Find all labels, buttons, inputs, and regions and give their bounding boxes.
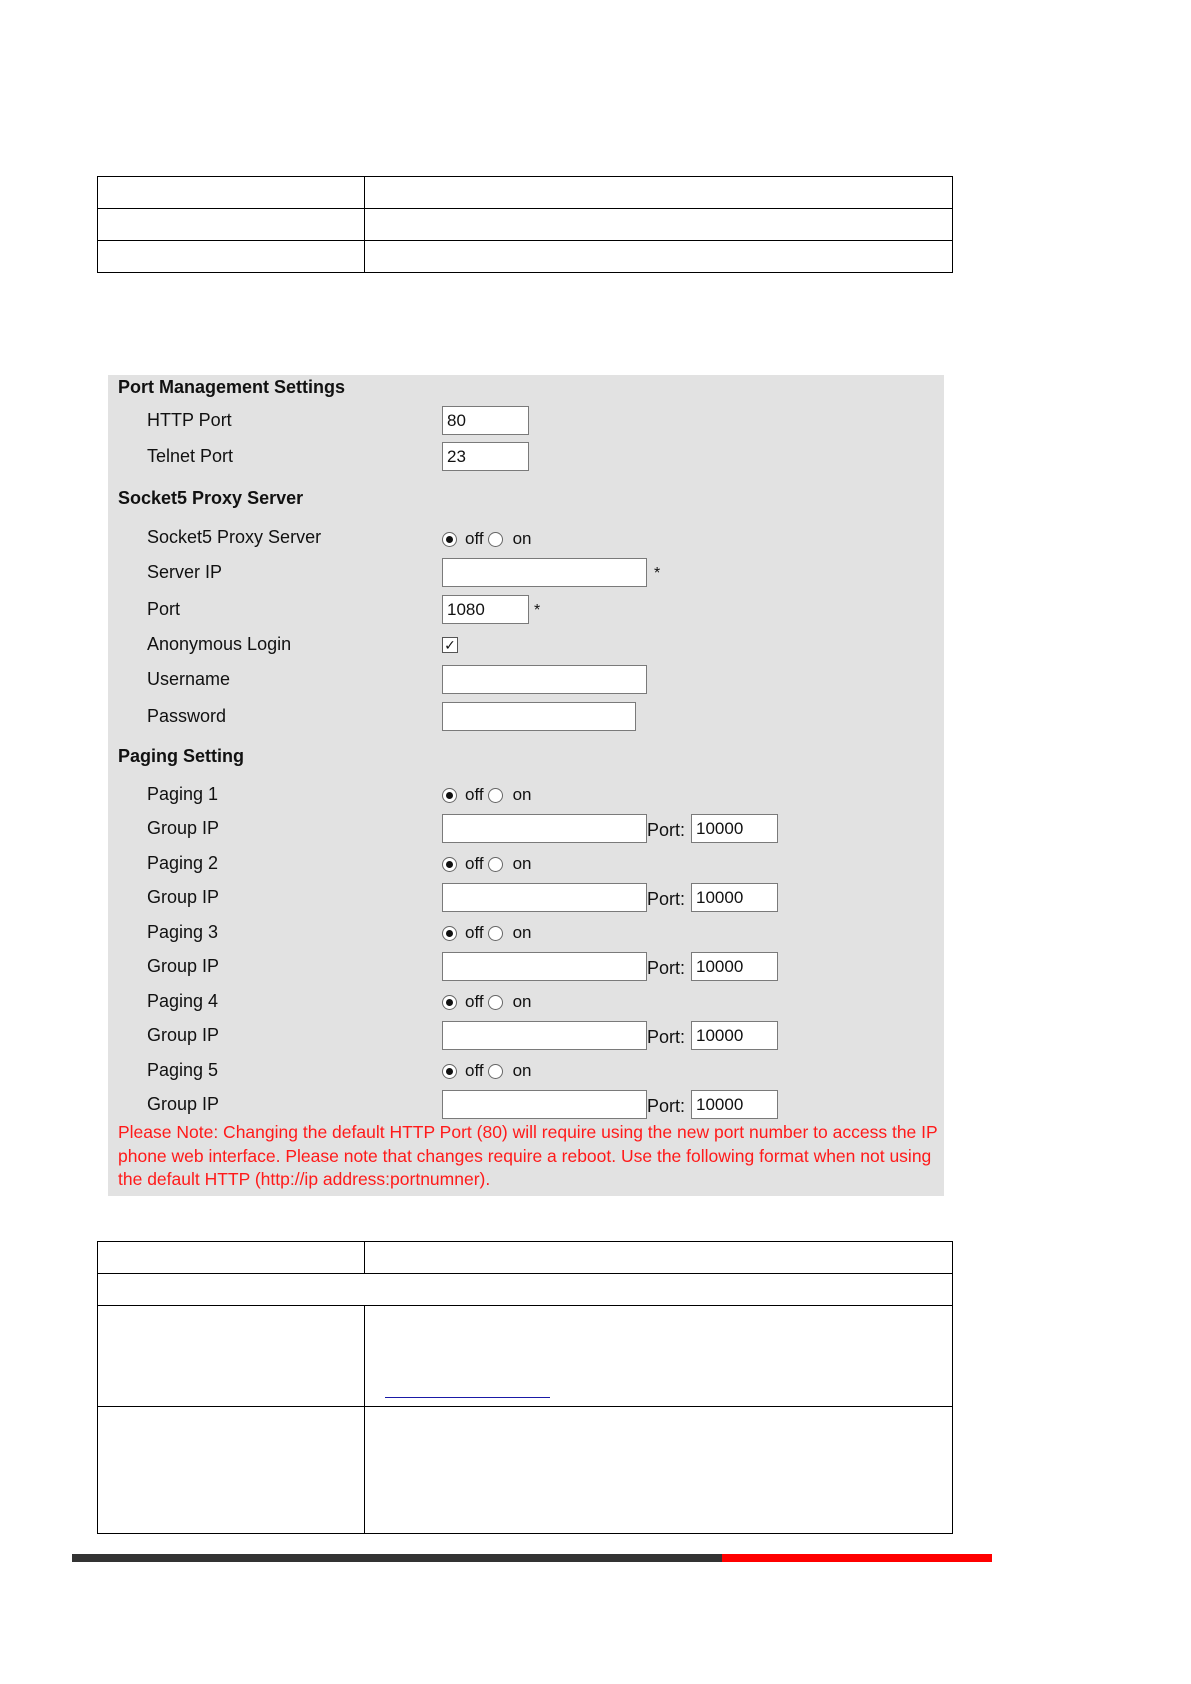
server-ip-input[interactable]	[442, 558, 647, 587]
radio-off-label: off	[465, 992, 484, 1011]
socket5-radio-group	[442, 527, 536, 551]
table-cell	[365, 1242, 953, 1274]
top-table	[97, 176, 953, 273]
paging-2-group-ip-input[interactable]	[442, 883, 647, 912]
paging-1-group-ip-label: Group IP	[147, 818, 220, 838]
paging-4-radio-group	[442, 990, 536, 1014]
table-row	[98, 1274, 953, 1306]
socket5-port-label: Port	[147, 599, 181, 619]
required-mark: *	[534, 602, 541, 619]
socket5-heading: Socket5 Proxy Server	[118, 488, 304, 508]
telnet-port-input[interactable]	[442, 442, 529, 471]
paging-4-group-ip-label: Group IP	[147, 1025, 220, 1045]
radio-on[interactable]	[488, 857, 503, 872]
settings-panel	[108, 375, 944, 1196]
table-cell	[98, 177, 365, 209]
radio-on-label: on	[512, 1061, 532, 1080]
radio-on-label: on	[512, 992, 532, 1011]
table-row	[98, 1407, 953, 1534]
paging-2-port-input[interactable]	[691, 883, 778, 912]
table-cell	[98, 1242, 365, 1274]
paging-1-label: Paging 1	[147, 784, 219, 804]
paging-4-port-label: Port:	[647, 1027, 686, 1047]
paging-3-label: Paging 3	[147, 922, 219, 942]
radio-on-label: on	[512, 854, 532, 873]
paging-2-radio-group	[442, 852, 536, 876]
table-cell	[98, 1274, 953, 1306]
paging-5-group-ip-label: Group IP	[147, 1094, 220, 1114]
radio-off[interactable]	[442, 926, 457, 941]
checkmark-icon: ✓	[444, 637, 456, 653]
radio-on[interactable]	[488, 1064, 503, 1079]
footer-bar-accent	[722, 1554, 992, 1562]
table-cell	[98, 209, 365, 241]
radio-off[interactable]	[442, 1064, 457, 1079]
socket5-server-label: Socket5 Proxy Server	[147, 527, 322, 547]
table-row	[98, 1242, 953, 1274]
paging-4-group-ip-input[interactable]	[442, 1021, 647, 1050]
paging-1-radio-group	[442, 783, 536, 807]
radio-on-label: on	[512, 923, 532, 942]
password-input[interactable]	[442, 702, 636, 731]
paging-4-port-input[interactable]	[691, 1021, 778, 1050]
radio-on[interactable]	[488, 926, 503, 941]
paging-3-radio-group	[442, 921, 536, 945]
table-cell	[365, 241, 953, 273]
username-label: Username	[147, 669, 231, 689]
link-underline[interactable]	[385, 1396, 550, 1398]
table-cell	[365, 209, 953, 241]
radio-off-label: off	[465, 854, 484, 873]
telnet-port-label: Telnet Port	[147, 446, 234, 466]
table-row	[98, 177, 953, 209]
paging-2-group-ip-label: Group IP	[147, 887, 220, 907]
paging-2-label: Paging 2	[147, 853, 219, 873]
table-cell	[98, 1407, 365, 1534]
table-cell	[98, 241, 365, 273]
paging-1-port-label: Port:	[647, 820, 686, 840]
paging-heading: Paging Setting	[118, 746, 244, 766]
http-port-label: HTTP Port	[147, 410, 232, 430]
paging-3-group-ip-input[interactable]	[442, 952, 647, 981]
paging-1-port-input[interactable]	[691, 814, 778, 843]
paging-5-group-ip-input[interactable]	[442, 1090, 647, 1119]
table-row	[98, 209, 953, 241]
bottom-table	[97, 1241, 953, 1534]
paging-1-group-ip-input[interactable]	[442, 814, 647, 843]
reboot-note: Please Note: Changing the default HTTP Port (80) will require using the new port number to access the IP phone web interface. Please note that changes require a reboot. Use the following format when not using the default HTTP (http://ip address:portnumner).	[118, 1122, 938, 1189]
anonymous-login-label: Anonymous Login	[147, 634, 292, 654]
radio-on[interactable]	[488, 788, 503, 803]
paging-4-label: Paging 4	[147, 991, 219, 1011]
radio-off-label: off	[465, 923, 484, 942]
table-cell	[365, 1407, 953, 1534]
table-cell	[365, 1306, 953, 1407]
footer-bar-dark	[72, 1554, 722, 1562]
radio-off[interactable]	[442, 995, 457, 1010]
anonymous-login-checkbox[interactable]	[442, 637, 458, 653]
radio-off-label: off	[465, 1061, 484, 1080]
required-mark: *	[654, 565, 661, 582]
username-input[interactable]	[442, 665, 647, 694]
paging-3-group-ip-label: Group IP	[147, 956, 220, 976]
paging-5-port-input[interactable]	[691, 1090, 778, 1119]
table-cell	[98, 1306, 365, 1407]
radio-on[interactable]	[488, 995, 503, 1010]
radio-off[interactable]	[442, 532, 457, 547]
port-management-heading: Port Management Settings	[118, 377, 346, 397]
table-cell	[365, 177, 953, 209]
paging-2-port-label: Port:	[647, 889, 686, 909]
radio-on-label: on	[512, 785, 532, 804]
server-ip-label: Server IP	[147, 562, 223, 582]
radio-off[interactable]	[442, 788, 457, 803]
paging-3-port-label: Port:	[647, 958, 686, 978]
radio-off-label: off	[465, 785, 484, 804]
radio-on[interactable]	[488, 532, 503, 547]
http-port-input[interactable]	[442, 406, 529, 435]
table-row	[98, 1306, 953, 1407]
paging-3-port-input[interactable]	[691, 952, 778, 981]
paging-5-radio-group	[442, 1059, 536, 1083]
paging-5-port-label: Port:	[647, 1096, 686, 1116]
radio-off[interactable]	[442, 857, 457, 872]
radio-on-label: on	[512, 529, 532, 548]
paging-5-label: Paging 5	[147, 1060, 219, 1080]
password-label: Password	[147, 706, 227, 726]
radio-off-label: off	[465, 529, 484, 548]
socket5-port-input[interactable]	[442, 595, 529, 624]
table-row	[98, 241, 953, 273]
